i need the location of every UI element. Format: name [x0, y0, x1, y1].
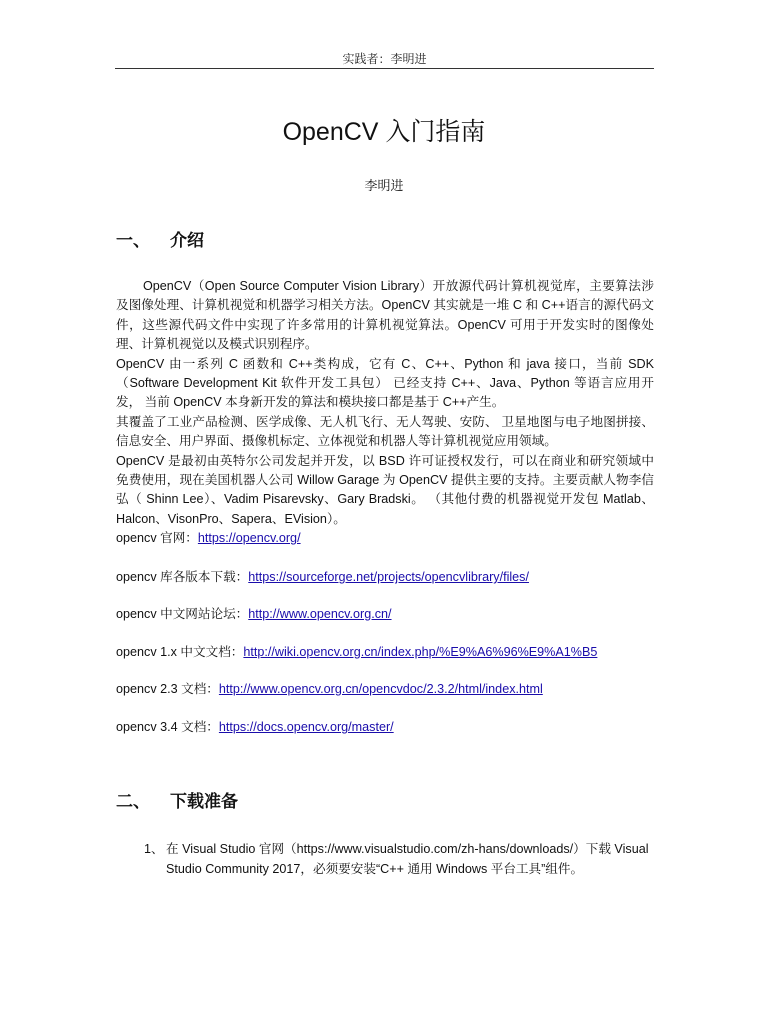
- section-number: 二、: [116, 792, 150, 811]
- link-line-doc-34: [116, 716, 394, 735]
- section-heading-intro: [116, 226, 204, 251]
- link-label: opencv 中文网站论坛：: [116, 607, 249, 621]
- section-number: 一、: [116, 231, 150, 250]
- link-label: opencv 2.3 文档：: [116, 682, 219, 696]
- document-author: 李明进: [364, 178, 404, 193]
- intro-paragraph-2: OpenCV 由一系列 C 函数和 C++类构成，它有 C、C++、Python 和 java 接口，当前 SDK（Software Development Kit 软件开发工具包） 已经支持 C++、Java、Python 等语言应用开发， 当前 OpenCV 本身新开发的算法和模块接口都是基于 C++产生。: [116, 356, 654, 410]
- document-title: OpenCV 入门指南: [282, 118, 486, 146]
- link-download-versions[interactable]: https://sourceforge.net/projects/opencvlibrary/files/: [248, 570, 529, 584]
- link-label: opencv 官网：: [116, 531, 198, 545]
- link-line-doc-23: [116, 678, 543, 697]
- link-official-site[interactable]: https://opencv.org/: [197, 531, 301, 545]
- intro-body: [116, 277, 654, 529]
- link-line-download: [116, 566, 529, 585]
- link-chinese-forum[interactable]: http://www.opencv.org.cn/: [248, 607, 392, 621]
- section-title: 下载准备: [170, 792, 238, 811]
- section-heading-download: [116, 787, 238, 812]
- list-item: [144, 839, 656, 879]
- list-item-number: 1、: [144, 842, 164, 856]
- link-doc-23[interactable]: http://www.opencv.org.cn/opencvdoc/2.3.2/html/index.html: [218, 682, 543, 696]
- link-doc-34[interactable]: https://docs.opencv.org/master/: [218, 720, 394, 734]
- list-item-text: 在 Visual Studio 官网（https://www.visualstudio.com/zh-hans/downloads/）下载 Visual Studio Community 2017，必须要安装“C++ 通用 Windows 平台工具”组件。: [166, 842, 649, 876]
- link-label: opencv 1.x 中文文档：: [116, 645, 244, 659]
- link-line-doc-1x: [116, 641, 597, 660]
- link-doc-1x[interactable]: http://wiki.opencv.org.cn/index.php/%E9%A6%96%E9%A1%B5: [243, 645, 598, 659]
- page-header: [115, 50, 654, 69]
- intro-paragraph-1: OpenCV（Open Source Computer Vision Library）开放源代码计算机视觉库，主要算法涉及图像处理、计算机视觉和机器学习相关方法。OpenCV 其实就是一堆 C 和 C++语言的源代码文件，这些源代码文件中实现了许多常用的计算机视觉算法。OpenCV 可用于开发实时的图像处理、计算机视觉以及模式识别程序。: [116, 279, 654, 352]
- link-label: opencv 3.4 文档：: [116, 720, 219, 734]
- intro-paragraph-3: 其覆盖了工业产品检测、医学成像、无人机飞行、无人驾驶、安防、 卫星地图与电子地图拼接、信息安全、用户界面、摄像机标定、立体视觉和机器人等计算机视觉应用领域。: [116, 414, 654, 449]
- link-line-forum: [116, 603, 392, 622]
- section-title: 介绍: [170, 231, 204, 250]
- intro-paragraph-4: OpenCV 是最初由英特尔公司发起并开发，以 BSD 许可证授权发行，可以在商业和研究领域中免费使用，现在美国机器人公司 Willow Garage 为 OpenCV 提供主要的支持。主要贡献人物李信弘（ Shinn Lee）、Vadim Pisarevsky、Gary Bradski。 （其他付费的机器视觉开发包 Matlab、Halcon、VisonPro、Sapera、EVision）。: [116, 453, 654, 526]
- header-text: 实践者：李明进: [342, 52, 427, 66]
- link-label: opencv 库各版本下载：: [116, 570, 249, 584]
- link-line-official: [116, 527, 301, 546]
